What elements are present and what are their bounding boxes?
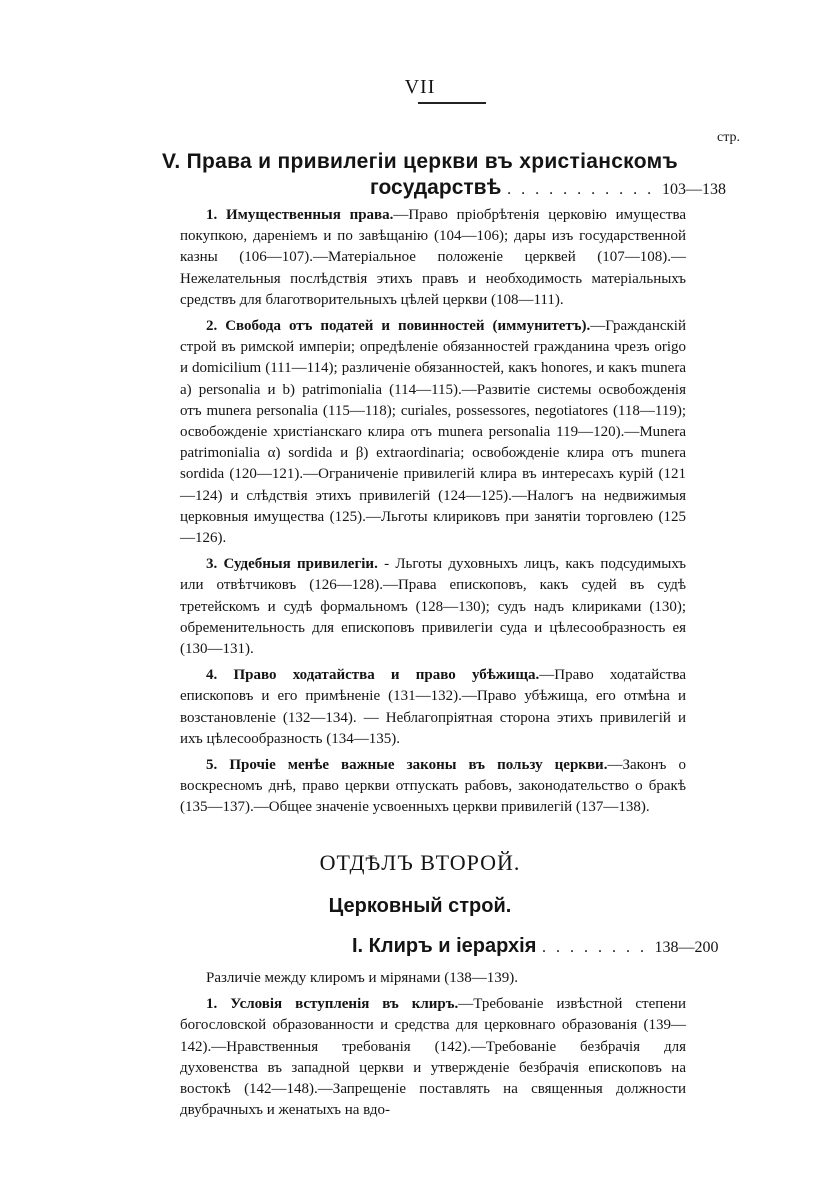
chapter-paragraphs: [180, 968, 686, 1126]
paragraph-2-text: —Гражданскій строй въ римской имперіи; опредѣленіе обязанностей гражданина чрезъ origo и domicilium (111—114); различеніе обязанностей, какъ honores, и какъ munera a) personalia и b) patrimonialia (114—115).—Развитіе системы освобожденія отъ munera personalia (115—118); curiales, possessores, negotiatores (118—119); освобожденіе христіанскаго клира отъ munera personalia 119—120).—Munera patrimonialia α) sordida и β) extraordinaria; освобожденіе клира отъ munera sordida (120—121).—Ограниченіе привилегій клира въ интересахъ курій (121—124) и слѣдствія этихъ привилегій (124—125).—Налогъ на недвижимыя церковныя имущества (125).—Льготы клириковъ при занятіи торговлею (125—126).: [180, 318, 686, 547]
section-title-line2: [370, 176, 726, 200]
chapter-title-line: [352, 935, 719, 958]
section-paragraphs: [180, 205, 686, 824]
chapter-paragraph-1-heading: 1. Условія вступленія въ клиръ.: [206, 996, 459, 1013]
paragraph-1: [180, 205, 686, 311]
paragraph-2: [180, 316, 686, 549]
page-number: VII: [404, 76, 436, 98]
chapter-title: I. Клиръ и іерархія: [352, 935, 537, 957]
paragraph-4: [180, 665, 686, 750]
paragraph-2-heading: 2. Свобода отъ податей и повинностей (иммунитетъ).: [206, 318, 591, 335]
paragraph-3-heading: 3. Судебныя привилегіи.: [206, 556, 378, 573]
section-leaders: . . . . . . . . . . .: [507, 181, 655, 198]
page-number-rule: [418, 102, 486, 104]
chapter-pages: 138—200: [654, 939, 719, 956]
section-title-word: государствѣ: [370, 176, 502, 199]
department-heading: ОТДѢЛЪ ВТОРОЙ.: [319, 850, 521, 875]
paragraph-4-text: —Право ходатайства епископовъ и его примѣненіе (131—132).—Право убѣжища, его отмѣна и возстановленіе (132—134). — Неблагопріятная сторона этихъ привилегій и ихъ цѣлесообразность (134—135).: [180, 667, 686, 747]
paragraph-1-text: —Право пріобрѣтенія церковію имущества покупкою, дареніемъ и по завѣщанію (104—106); дары изъ государственной казны (106—107).—Матеріальное положеніе церквей (107—108).—Нежелательныя послѣдствія этихъ правъ и необходимость матеріальныхъ средствъ для благотворительныхъ цѣлей церкви (108—111).: [180, 207, 687, 308]
paragraph-5-text: —Законъ о воскресномъ днѣ, право церкви отпускать рабовъ, законодательство о бракѣ (135—137).—Общее значеніе усвоенныхъ церкви привилегій (137—138).: [180, 757, 686, 816]
paragraph-5-heading: 5. Прочіе менѣе важные законы въ пользу церкви.: [206, 757, 608, 774]
paragraph-3-text: - Льготы духовныхъ лицъ, какъ подсудимыхъ или отвѣтчиковъ (126—128).—Права епископовъ, какъ судей въ судѣ третейскомъ и судѣ формальномъ (128—130); судъ надъ клириками (130); обременительность для епископовъ привилегіи суда и цѣлесообразность ея (130—131).: [180, 556, 687, 658]
chapter-intro: Различіе между клиромъ и мірянами (138—139).: [206, 970, 518, 986]
section-pages: 103—138: [662, 181, 727, 198]
chapter-leaders: . . . . . . . .: [541, 939, 647, 956]
section-title: V. Права и привилегіи церкви въ христіанскомъ: [161, 150, 679, 173]
paragraph-1-heading: 1. Имущественныя права.: [206, 207, 394, 223]
chapter-paragraph-1: [180, 994, 686, 1121]
page-column-label: стр.: [716, 130, 740, 145]
paragraph-4-heading: 4. Право ходатайства и право убѣжища.: [206, 667, 540, 684]
department-subheading: Церковный строй.: [328, 895, 512, 917]
chapter-paragraph-1-text: —Требованіе извѣстной степени богословской образованности и средства для церковнаго образованія (139—142).—Нравственныя требованія (142).—Требованіе безбрачія для духовенства въ западной церкви и утвержденіе безбрачія епископовъ на востокѣ (142—148).—Запрещеніе поставлять на священныя должности двубрачныхъ и женатыхъ на вдо-: [180, 996, 686, 1119]
paragraph-5: [180, 755, 686, 819]
paragraph-3: [180, 554, 686, 660]
